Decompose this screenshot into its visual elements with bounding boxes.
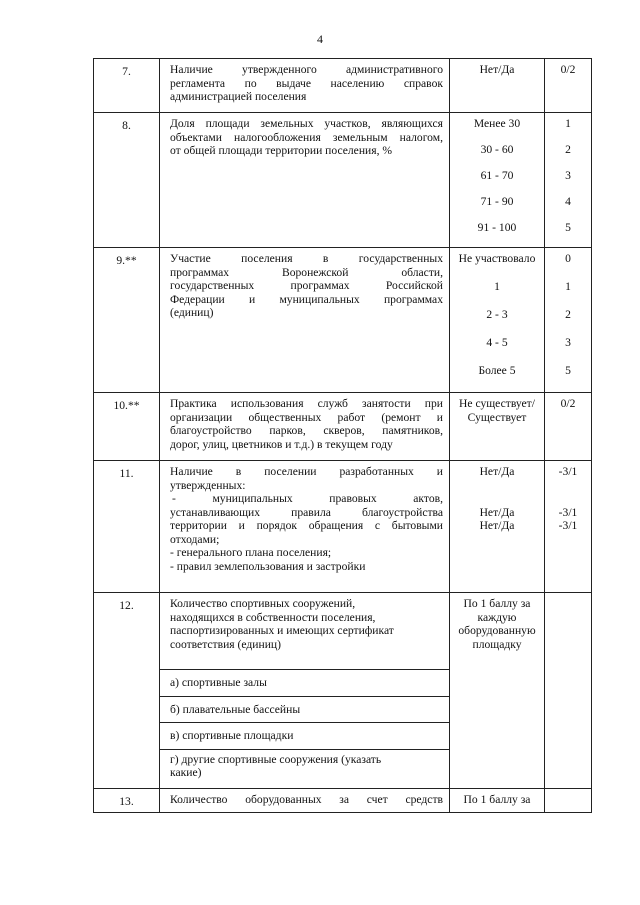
score-item: 1 [565,280,571,293]
table-row [94,113,592,248]
row-number: 12. [94,593,160,789]
row-value: По 1 баллу за [450,789,545,813]
value-item: 30 - 60 [480,143,514,156]
score-item: 3 [565,336,571,349]
score-item: -3/1 [558,505,578,519]
table-row [94,59,592,113]
subitem: а) спортивные залы [160,669,449,696]
value-item: Более 5 [478,364,516,377]
row-number: 10.** [94,393,160,461]
score-item: 5 [565,364,571,377]
page-number: 4 [317,32,323,46]
score-item: 3 [565,169,571,182]
score-item: -3/1 [558,519,578,532]
subitem: в) спортивные площадки [160,722,449,749]
table-row [94,248,592,393]
score-item: 2 [565,308,571,321]
row-description: Количество оборудованных за счет средств [160,789,450,813]
row-score-list [545,113,592,248]
row-score [545,789,592,813]
score-item: 0 [565,252,571,265]
score-item: 5 [565,221,571,234]
value-item: 4 - 5 [486,336,508,349]
table-row [94,393,592,461]
value-item: 91 - 100 [477,221,517,234]
row-score: 0/2 [545,393,592,461]
value-item: 2 - 3 [486,308,508,321]
row-description: Практика использования служб занятости при организации общественных работ (ремонт и благоустройство парков, скверов, памятников, дорог, улиц, цветников и т.д.) в текущем году [160,393,450,461]
table-row [94,789,592,813]
row-value-list [450,461,545,593]
row-score: 0/2 [545,59,592,113]
value-item: Нет/Да [479,519,515,532]
score-item: 4 [565,195,571,208]
value-item: Менее 30 [473,117,521,130]
score-item: -3/1 [558,465,578,478]
row-value: Не существует/ Существует [450,393,545,461]
row-value: По 1 баллу за каждую оборудованную площадку [450,593,545,789]
row-number: 11. [94,461,160,593]
row-number: 7. [94,59,160,113]
score-item: 1 [565,117,571,130]
value-item: 1 [494,280,500,293]
row-score [545,593,592,789]
row-description: Количество спортивных сооружений, находящихся в собственности поселения, паспортизированных и имеющих сертификат соответствия (единиц) а) спортивные залы б) плавательные бассейны в) спортивные площадки г) другие спортивные сооружения (указать какие) [160,593,450,789]
subitem: г) другие спортивные сооружения (указать какие) [160,749,449,782]
row-description: Участие поселения в государственных программах Воронежской области, государственных программах Российской Федерации и муниципальных программах (единиц) [160,248,450,393]
row-score-list [545,248,592,393]
value-item: Не участвовало [458,252,536,265]
value-item: Нет/Да [479,465,515,478]
row-score-list [545,461,592,593]
row-value-list [450,248,545,393]
row-description: Наличие утвержденного административного регламента по выдаче населению справок администрацией поселения [160,59,450,113]
table-row [94,593,592,789]
row-number: 8. [94,113,160,248]
value-item: Нет/Да [479,505,515,519]
value-item: 61 - 70 [480,169,514,182]
row-number: 13. [94,789,160,813]
criteria-table [93,58,592,813]
score-item: 2 [565,143,571,156]
row-description: Доля площади земельных участков, являющихся объектами налогообложения земельным налогом, от общей площади территории поселения, % [160,113,450,248]
table-row [94,461,592,593]
value-item: 71 - 90 [480,195,514,208]
row-value: Нет/Да [450,59,545,113]
row-value-list [450,113,545,248]
row-number: 9.** [94,248,160,393]
subitem: б) плавательные бассейны [160,696,449,723]
row-description: Наличие в поселении разработанных и утвержденных: - муниципальных правовых актов, устанавливающих правила благоустройства территории и порядок обращения с бытовыми отходами; - генерального плана поселения; - правил землепользования и застройки [160,461,450,593]
